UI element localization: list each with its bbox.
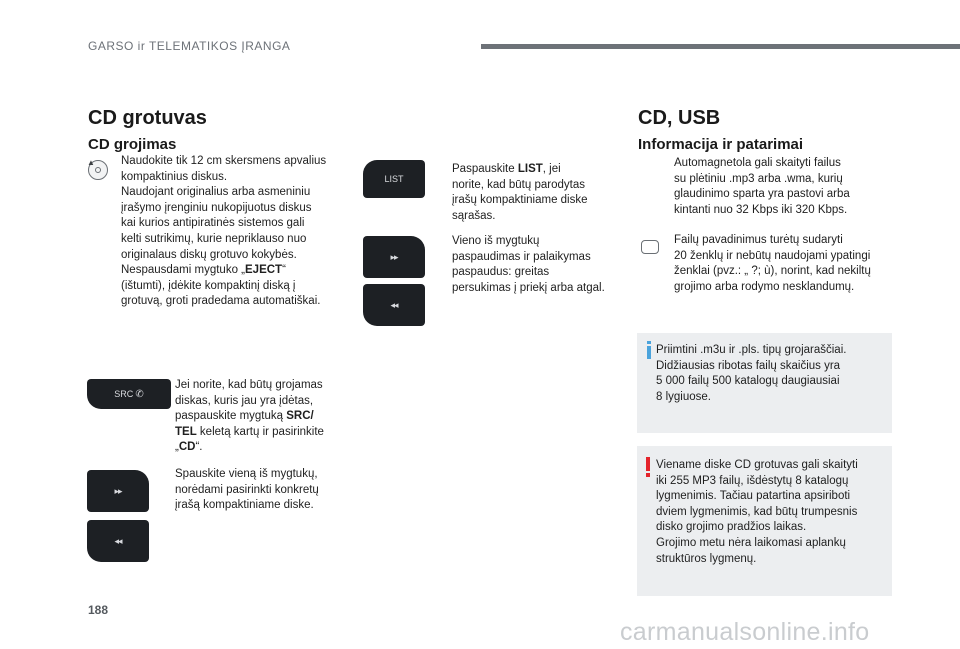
cd-intro: Naudokite tik 12 cm skersmens apvalius kompaktinius diskus. Naudojant originalius arba asmeniniu įrašymo įrenginiu nukopijuotus diskus kai kurios antipiratinės sistemos gali kelti sutrikimų, kurie nepriklauso nuo originalaus diskų grotuvo kokybės. bbox=[121, 155, 327, 261]
list-button[interactable] bbox=[363, 160, 425, 198]
rewind-icon: ◂◂ bbox=[114, 535, 122, 546]
right-title: CD, USB bbox=[638, 107, 721, 129]
seek-text: Vieno iš mygtukų paspaudimas ir palaikymas paspaudus: greitas persukimas į priekį arba atgal. bbox=[452, 235, 605, 294]
eject-icon: ▲ bbox=[87, 158, 95, 167]
formats-text: Automagnetola gali skaityti failus su plėtiniu .mp3 arba .wma, kurių glaudinimo sparta yra pastovi arba kintanti nuo 32 Kbps iki 320 Kbps. bbox=[674, 157, 850, 216]
left-title: CD grotuvas bbox=[88, 107, 207, 129]
filenames-text: Failų pavadinimus turėtų sudaryti 20 ženklų ir nebūtų naudojami ypatingi ženklai (pvz.: „ ?; ù), norint, kad nekiltų grojimo arba rodymo nesklandumų. bbox=[674, 234, 871, 293]
cd-disc-icon bbox=[88, 160, 108, 180]
src-key1: SRC/ bbox=[286, 410, 314, 423]
track-select-text: Spauskite vieną iš mygtukų, norėdami pasirinkti konkretų įrašą kompaktiniame diske. bbox=[175, 468, 319, 512]
src-key3: CD bbox=[178, 441, 196, 454]
list-text bbox=[452, 162, 622, 224]
fast-forward-icon: ▸▸ bbox=[114, 485, 122, 496]
src-tel-button[interactable] bbox=[87, 379, 171, 409]
next-track-button[interactable] bbox=[87, 470, 149, 512]
warning-icon bbox=[645, 457, 651, 477]
warning-bar bbox=[646, 457, 650, 471]
info-dot bbox=[647, 341, 651, 344]
page-number: 188 bbox=[88, 603, 109, 617]
src-mid: keletą kartų ir pasirinkite „ bbox=[175, 425, 324, 454]
right-subtitle: Informacija ir patarimai bbox=[638, 136, 804, 153]
cd-hole bbox=[95, 167, 101, 173]
src-text bbox=[175, 378, 345, 456]
warning-text: Viename diske CD grotuvas gali skaityti iki 255 MP3 failų, išdėstytų 8 katalogų lygmenimis. Tačiau patartina apsiriboti dviem lygmenimis, kad būtų trumpesnis disko grojimo pradžios laikas. Grojimo metu nėra laikomasi aplankų struktūros lygmenų. bbox=[656, 459, 858, 565]
rewind-icon: ◂◂ bbox=[390, 299, 398, 310]
eject-key: EJECT bbox=[245, 264, 283, 277]
section-header: GARSO ir TELEMATIKOS ĮRANGA bbox=[88, 39, 291, 53]
seek-back-button[interactable] bbox=[363, 284, 425, 326]
watermark: carmanualsonline.info bbox=[620, 618, 870, 646]
list-pre: Paspauskite bbox=[452, 163, 518, 175]
list-post: , jei norite, kad būtų parodytas įrašų kompaktiniame diske sąrašas. bbox=[452, 163, 588, 222]
src-key2: TEL bbox=[175, 425, 197, 438]
info-text: Priimtini .m3u ir .pls. tipų grojaraščiai. Didžiausias ribotas failų skaičius yra 5 000 failų 500 katalogų daugiausiai 8 lygiuose. bbox=[656, 344, 847, 403]
warning-dot bbox=[646, 473, 650, 477]
eject-post: “ (ištumti), įdėkite kompaktinį diską į grotuvą, groti pradedama automatiškai. bbox=[121, 264, 321, 308]
list-button-label: LIST bbox=[384, 174, 404, 184]
left-subtitle: CD grojimas bbox=[88, 136, 177, 153]
src-pre: Jei norite, kad būtų grojamas diskas, kuris jau yra įdėtas, paspauskite mygtuką bbox=[175, 379, 323, 423]
list-key: LIST bbox=[517, 163, 543, 175]
fast-forward-icon: ▸▸ bbox=[390, 251, 398, 262]
src-post: “. bbox=[195, 441, 203, 454]
info-icon bbox=[647, 341, 651, 359]
header-bar bbox=[481, 44, 960, 49]
cd-intro-text bbox=[121, 154, 351, 310]
phone-icon: ✆ bbox=[135, 388, 144, 400]
seek-forward-button[interactable] bbox=[363, 236, 425, 278]
src-button-label: SRC bbox=[114, 389, 134, 399]
prev-track-button[interactable] bbox=[87, 520, 149, 562]
eject-pre: Nespausdami mygtuko „ bbox=[121, 264, 245, 277]
info-bar bbox=[647, 346, 651, 359]
file-icon bbox=[641, 240, 659, 254]
